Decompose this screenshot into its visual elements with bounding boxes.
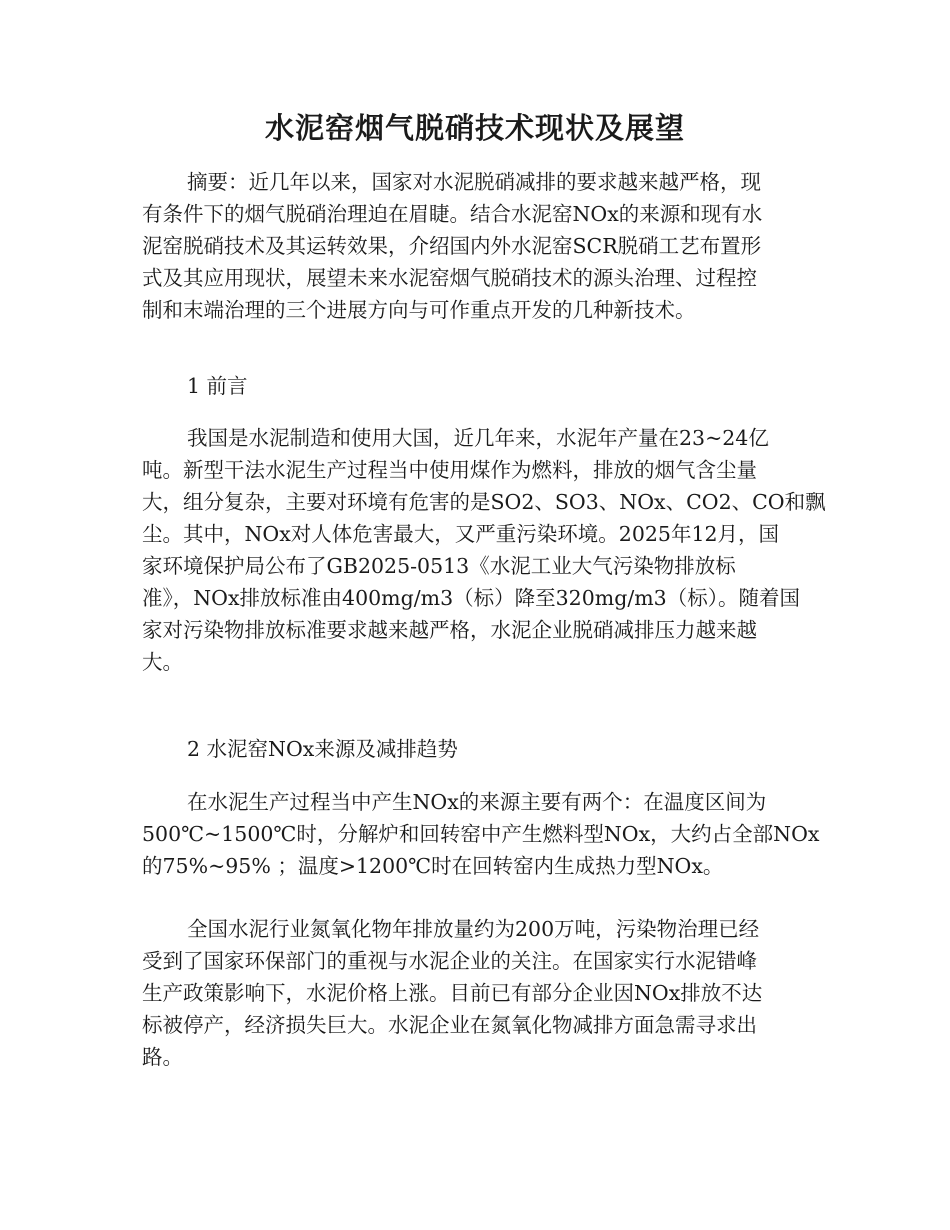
section-heading-nox-sources: 2 水泥窑NOx来源及减排趋势	[187, 737, 458, 761]
nox-emission-paragraph	[142, 913, 802, 1073]
abstract-line: 摘要：近几年以来，国家对水泥脱硝减排的要求越来越严格，现	[187, 170, 761, 194]
nox-sources-paragraph	[142, 786, 820, 882]
paragraph-line: 大，组分复杂，主要对环境有危害的是SO2、SO3、NOx、CO2、CO和飘	[142, 490, 826, 514]
paragraph-line: 的75%~95% ；温度>1200℃时在回转窑内生成热力型NOx。	[142, 854, 724, 878]
paragraph-line: 全国水泥行业氮氧化物年排放量约为200万吨，污染物治理已经	[187, 917, 760, 941]
abstract-line: 泥窑脱硝技术及其运转效果，介绍国内外水泥窑SCR脱硝工艺布置形	[142, 234, 762, 258]
introduction-paragraph	[142, 422, 826, 678]
paragraph-line: 生产政策影响下，水泥价格上涨。目前已有部分企业因NOx排放不达	[142, 981, 763, 1005]
paragraph-line: 路。	[142, 1045, 183, 1069]
paragraph-line: 家对污染物排放标准要求越来越严格，水泥企业脱硝减排压力越来越	[142, 618, 757, 642]
section-heading-introduction: 1 前言	[187, 374, 248, 398]
paragraph-line: 准》，NOx排放标准由400mg/m3（标）降至320mg/m3（标）。随着国	[142, 586, 800, 610]
paragraph-line: 500℃~1500℃时，分解炉和回转窑中产生燃料型NOx，大约占全部NOx	[142, 822, 820, 846]
abstract-line: 有条件下的烟气脱硝治理迫在眉睫。结合水泥窑NOx的来源和现有水	[142, 202, 763, 226]
paragraph-line: 大。	[142, 650, 183, 674]
paragraph-line: 家环境保护局公布了GB2025-0513《水泥工业大气污染物排放标	[142, 554, 736, 578]
paragraph-line: 吨。新型干法水泥生产过程当中使用煤作为燃料，排放的烟气含尘量	[142, 458, 757, 482]
abstract-paragraph	[142, 166, 802, 326]
document-title: 水泥窑烟气脱硝技术现状及展望	[264, 111, 685, 145]
paragraph-line: 受到了国家环保部门的重视与水泥企业的关注。在国家实行水泥错峰	[142, 949, 757, 973]
abstract-line: 制和末端治理的三个进展方向与可作重点开发的几种新技术。	[142, 298, 696, 322]
paragraph-line: 尘。其中，NOx对人体危害最大，又严重污染环境。2025年12月，国	[142, 522, 780, 546]
paragraph-line: 我国是水泥制造和使用大国，近几年来，水泥年产量在23~24亿	[187, 426, 769, 450]
abstract-line: 式及其应用现状，展望未来水泥窑烟气脱硝技术的源头治理、过程控	[142, 266, 757, 290]
paragraph-line: 在水泥生产过程当中产生NOx的来源主要有两个：在温度区间为	[187, 790, 767, 814]
paragraph-line: 标被停产，经济损失巨大。水泥企业在氮氧化物减排方面急需寻求出	[142, 1013, 757, 1037]
